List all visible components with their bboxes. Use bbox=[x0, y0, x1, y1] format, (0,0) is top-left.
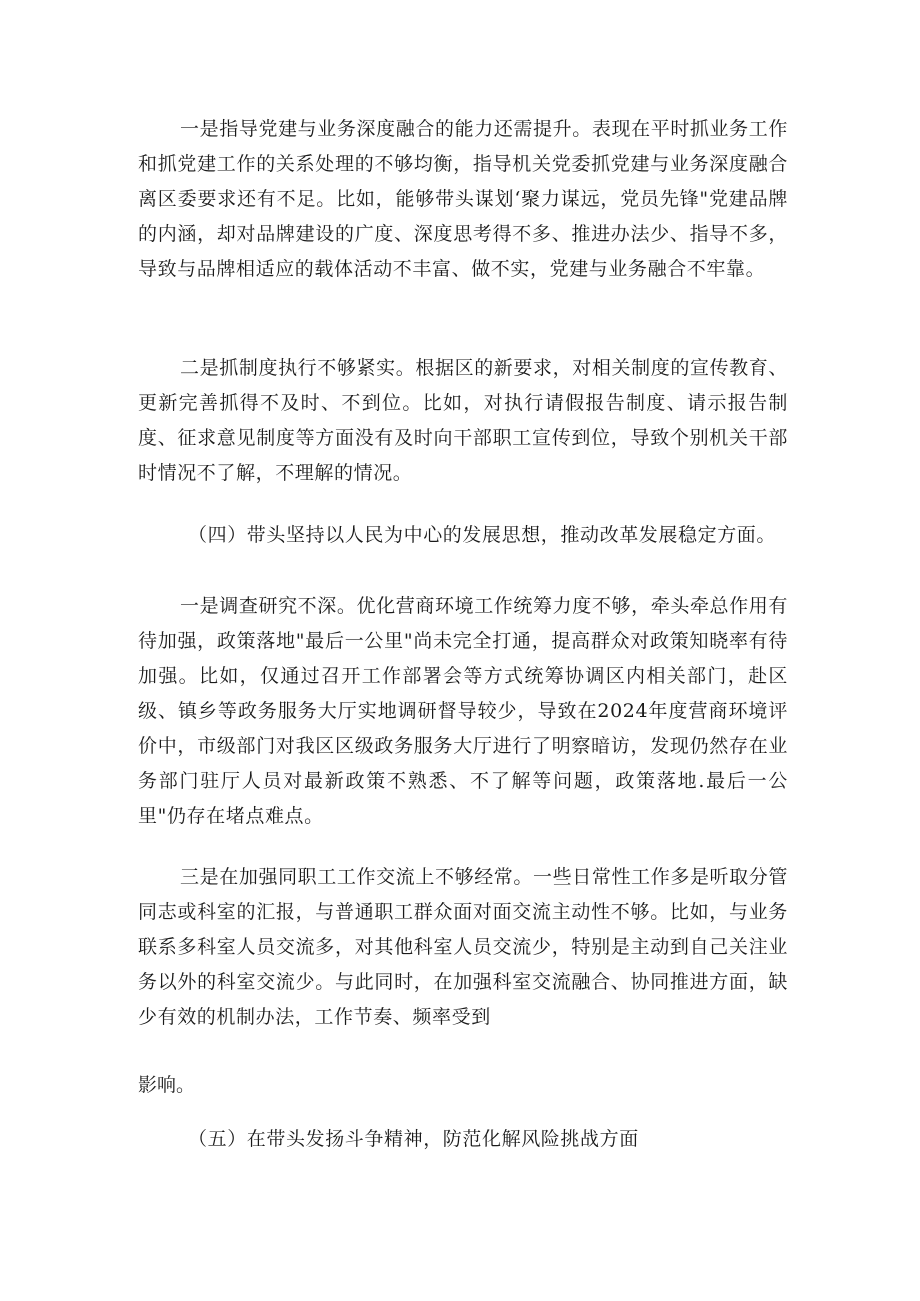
paragraph-system-execution: 二是抓制度执行不够紧实。根据区的新要求，对相关制度的宣传教育、更新完善抓得不及时、不到位。比如，对执行请假报告制度、请示报告制度、征求意见制度等方面没有及时向干部职工宣传到位，导致个别机关干部时情况不了解，不理解的情况。 bbox=[138, 357, 788, 484]
section-heading-4: （四）带头坚持以人民为中心的发展思想，推动改革发展稳定方面。 bbox=[188, 524, 777, 546]
paragraph-party-building-integration: 一是指导党建与业务深度融合的能力还需提升。表现在平时抓业务工作和抓党建工作的关系处理的不够均衡，指导机关党委抓党建与业务深度融合离区委要求还有不足。比如，能够带头谋划‘聚力谋远，党员先锋"党建品牌的内涵，却对品牌建设的广度、深度思考得不多、推进办法少、指导不多，导致与品牌相适应的载体活动不丰富、做不实，党建与业务融合不牢靠。 bbox=[138, 118, 788, 280]
paragraph-investigation-research: 一是调查研究不深。优化营商环境工作统筹力度不够，牵头牵总作用有待加强，政策落地"最后一公里"尚未完全打通，提高群众对政策知晓率有待加强。比如，仅通过召开工作部署会等方式统筹协调区内相关部门，赴区级、镇乡等政务服务大厅实地调研督导较少，导致在2024年度营商环境评价中，市级部门对我区区级政务服务大厅进行了明察暗访，发现仍然存在业务部门驻厅人员对最新政策不熟悉、不了解等问题，政策落地.最后一公里"仍存在堵点难点。 bbox=[138, 595, 788, 827]
section-heading-5: （五）在带头发扬斗争精神，防范化解风险挑战方面 bbox=[188, 1128, 639, 1150]
paragraph-staff-communication: 三是在加强同职工工作交流上不够经常。一些日常性工作多是听取分管同志或科室的汇报，与普通职工群众面对面交流主动性不够。比如，与业务联系多科室人员交流多，对其他科室人员交流少，特别是主动到自己关注业务以外的科室交流少。与此同时，在加强科室交流融合、协同推进方面，缺少有效的机制办法，工作节奏、频率受到 bbox=[138, 866, 788, 1028]
paragraph-staff-communication-tail: 影响。 bbox=[138, 1074, 196, 1096]
